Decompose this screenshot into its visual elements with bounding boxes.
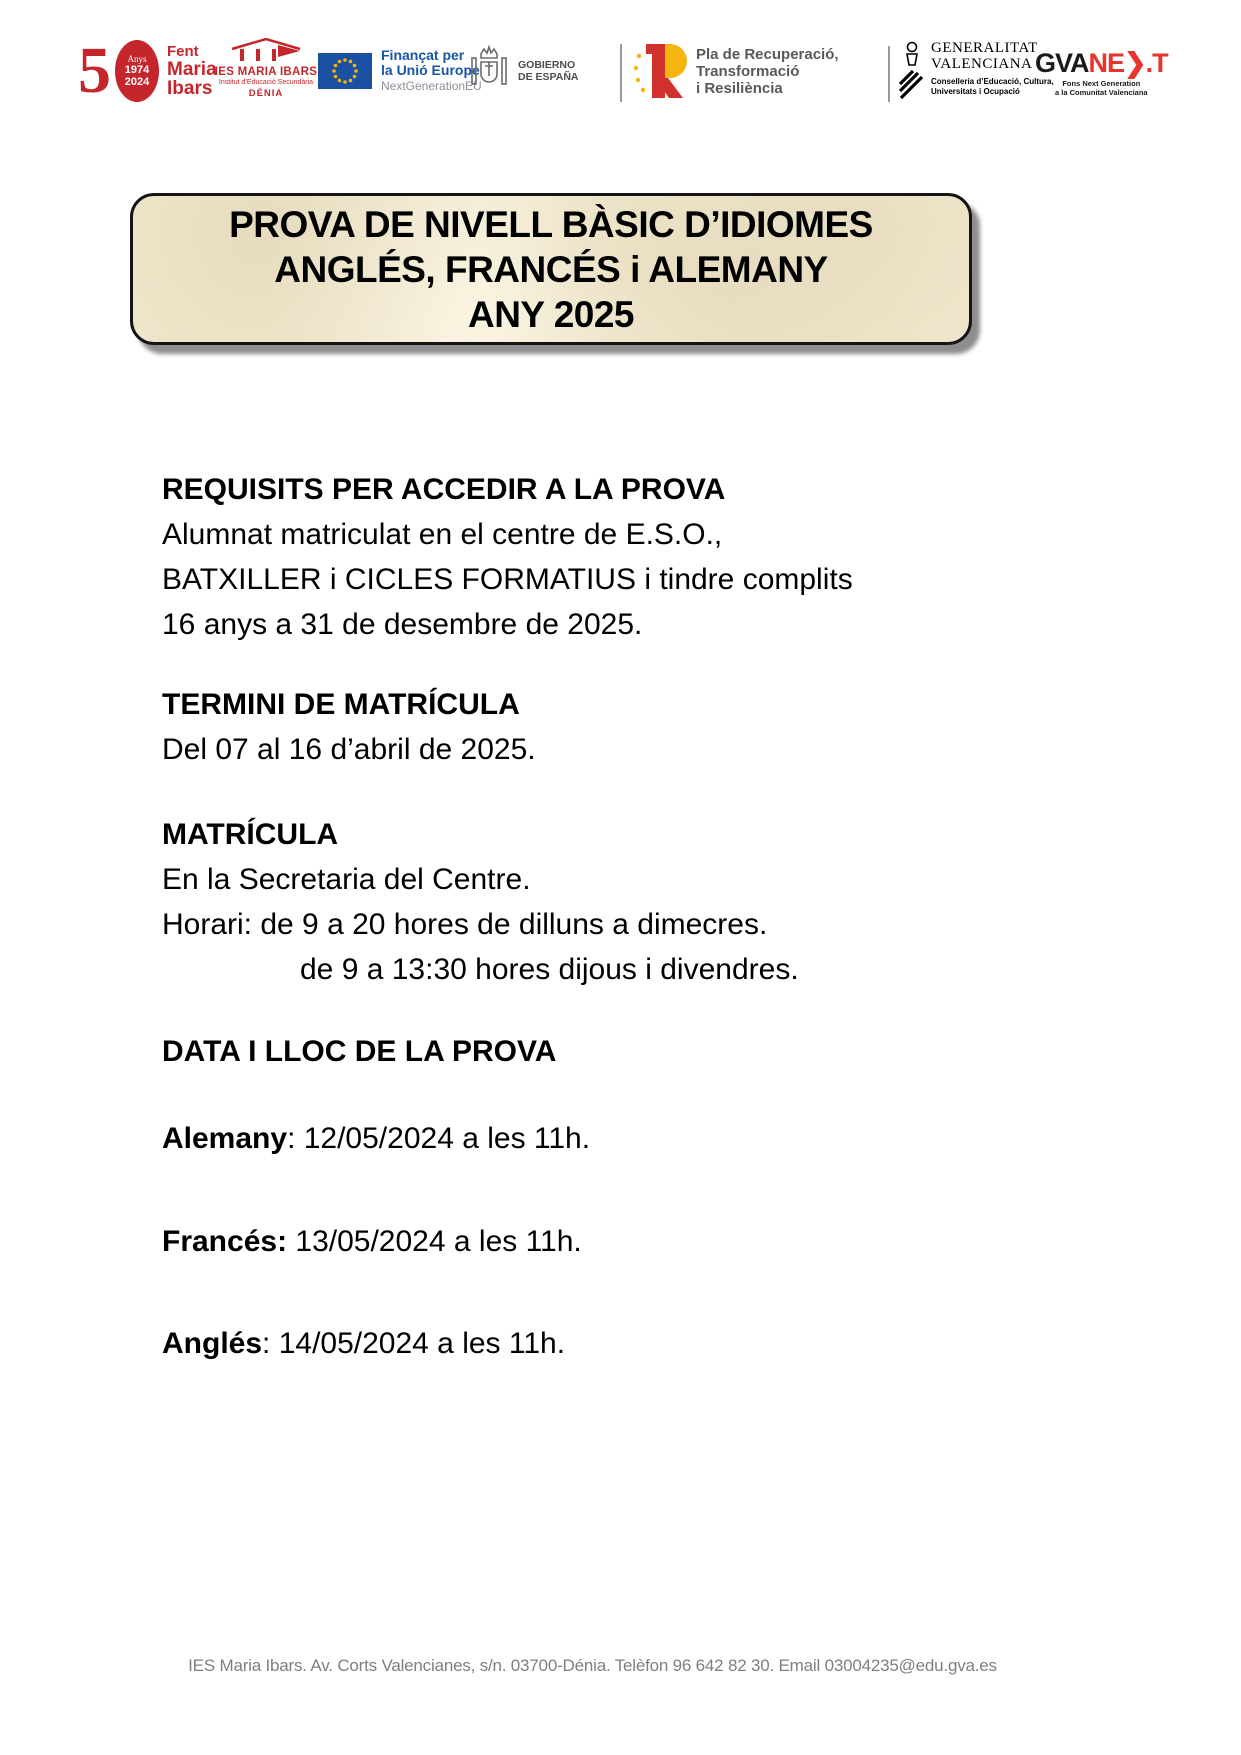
gvanext-sub2: a la Comunitat Valenciana	[1055, 88, 1148, 97]
anniversary-digit: 5	[78, 34, 111, 107]
section-data-lloc	[162, 1029, 1022, 1074]
requisits-line3: 16 anys a 31 de desembre de 2025.	[162, 608, 643, 641]
ies-city: DÉNIA	[248, 88, 284, 99]
generalitat-line1: GENERALITAT	[931, 40, 1038, 56]
requisits-line1: Alumnat matriculat en el centre de E.S.O.,	[162, 518, 723, 551]
date-frances	[162, 1219, 582, 1264]
date-frances-value: 13/05/2024 a les 11h.	[287, 1225, 582, 1258]
gva-next-logo	[1035, 50, 1168, 97]
title-box	[130, 193, 972, 345]
date-alemany-value: : 12/05/2024 a les 11h.	[287, 1122, 591, 1155]
gobierno-line1: GOBIERNO	[518, 59, 576, 71]
date-angles	[162, 1321, 565, 1366]
title-line-2: ANGLÉS, FRANCÉS i ALEMANY	[274, 248, 828, 290]
matricula-line3: de 9 a 13:30 hores dijous i divendres.	[300, 953, 799, 986]
generalitat-valenciana-logo	[898, 40, 1054, 100]
matricula-line2: Horari: de 9 a 20 hores de dilluns a dimecres.	[162, 908, 768, 941]
prtr-line3: i Resiliència	[696, 79, 783, 97]
ies-name: IES MARIA IBARS	[214, 66, 318, 78]
matricula-line1: En la Secretaria del Centre.	[162, 863, 531, 896]
eu-flag-icon	[318, 53, 372, 89]
date-angles-label: Anglés	[162, 1327, 263, 1360]
generalitat-emblem-icon	[898, 40, 924, 100]
matricula-heading: MATRÍCULA	[162, 818, 339, 851]
section-termini	[162, 682, 1022, 772]
prtr-logo	[632, 40, 839, 102]
data-lloc-heading: DATA I LLOC DE LA PROVA	[162, 1035, 557, 1068]
prtr-line1: Pla de Recuperació,	[696, 45, 839, 63]
date-angles-value: : 14/05/2024 a les 11h.	[262, 1327, 566, 1360]
eu-funding-logo	[318, 48, 482, 94]
anniversary-50-logo	[78, 34, 217, 107]
requisits-line2: BATXILLER i CICLES FORMATIUS i tindre complits	[162, 563, 853, 596]
title-line-3: ANY 2025	[467, 293, 635, 335]
spain-coat-of-arms-icon	[468, 44, 510, 98]
termini-line1: Del 07 al 16 d’abril de 2025.	[162, 733, 536, 766]
anniversary-oval: Anys 1974 2024	[115, 40, 159, 102]
header-divider-1	[620, 44, 622, 102]
eu-funding-line2: la Unió Europe	[381, 62, 480, 78]
generalitat-line2: VALENCIANA	[931, 56, 1033, 72]
gvanext-red-text: NE❯.T	[1088, 48, 1168, 78]
gvanext-sub1: Fons Next Generation	[1062, 79, 1141, 88]
date-alemany	[162, 1116, 590, 1161]
date-frances-label: Francés:	[162, 1225, 288, 1258]
termini-heading: TERMINI DE MATRÍCULA	[162, 688, 520, 721]
gobierno-line2: DE ESPAÑA	[518, 71, 579, 83]
header-divider-2	[888, 46, 890, 102]
gvanext-black-text: GVA	[1035, 48, 1089, 78]
section-matricula	[162, 812, 1022, 992]
school-building-icon	[216, 36, 316, 64]
conselleria-line1: Conselleria d’Educació, Cultura,	[931, 77, 1054, 86]
section-requisits	[162, 467, 1022, 647]
ies-maria-ibars-logo	[210, 36, 322, 99]
date-alemany-label: Alemany	[162, 1122, 288, 1155]
anniversary-name: Fent Maria Ibars	[167, 43, 217, 99]
prtr-line2: Transformació	[696, 62, 800, 80]
gobierno-espana-logo	[468, 44, 578, 98]
footer-contact-info: IES Maria Ibars. Av. Corts Valencianes, s/n. 03700-Dénia. Telèfon 96 642 82 30. Email 03004235@edu.gva.es	[188, 1656, 997, 1675]
eu-nextgeneration-label: NextGenerationEU	[381, 79, 482, 93]
requisits-heading: REQUISITS PER ACCEDIR A LA PROVA	[162, 473, 726, 506]
eu-funding-line1: Finançat per	[381, 47, 465, 63]
title-line-1: PROVA DE NIVELL BÀSIC D’IDIOMES	[229, 203, 873, 245]
conselleria-line2: Universitats i Ocupació	[931, 87, 1020, 96]
prtr-tr-icon	[632, 40, 688, 102]
ies-subtitle: Institut d’Educació Secundària	[218, 79, 314, 86]
